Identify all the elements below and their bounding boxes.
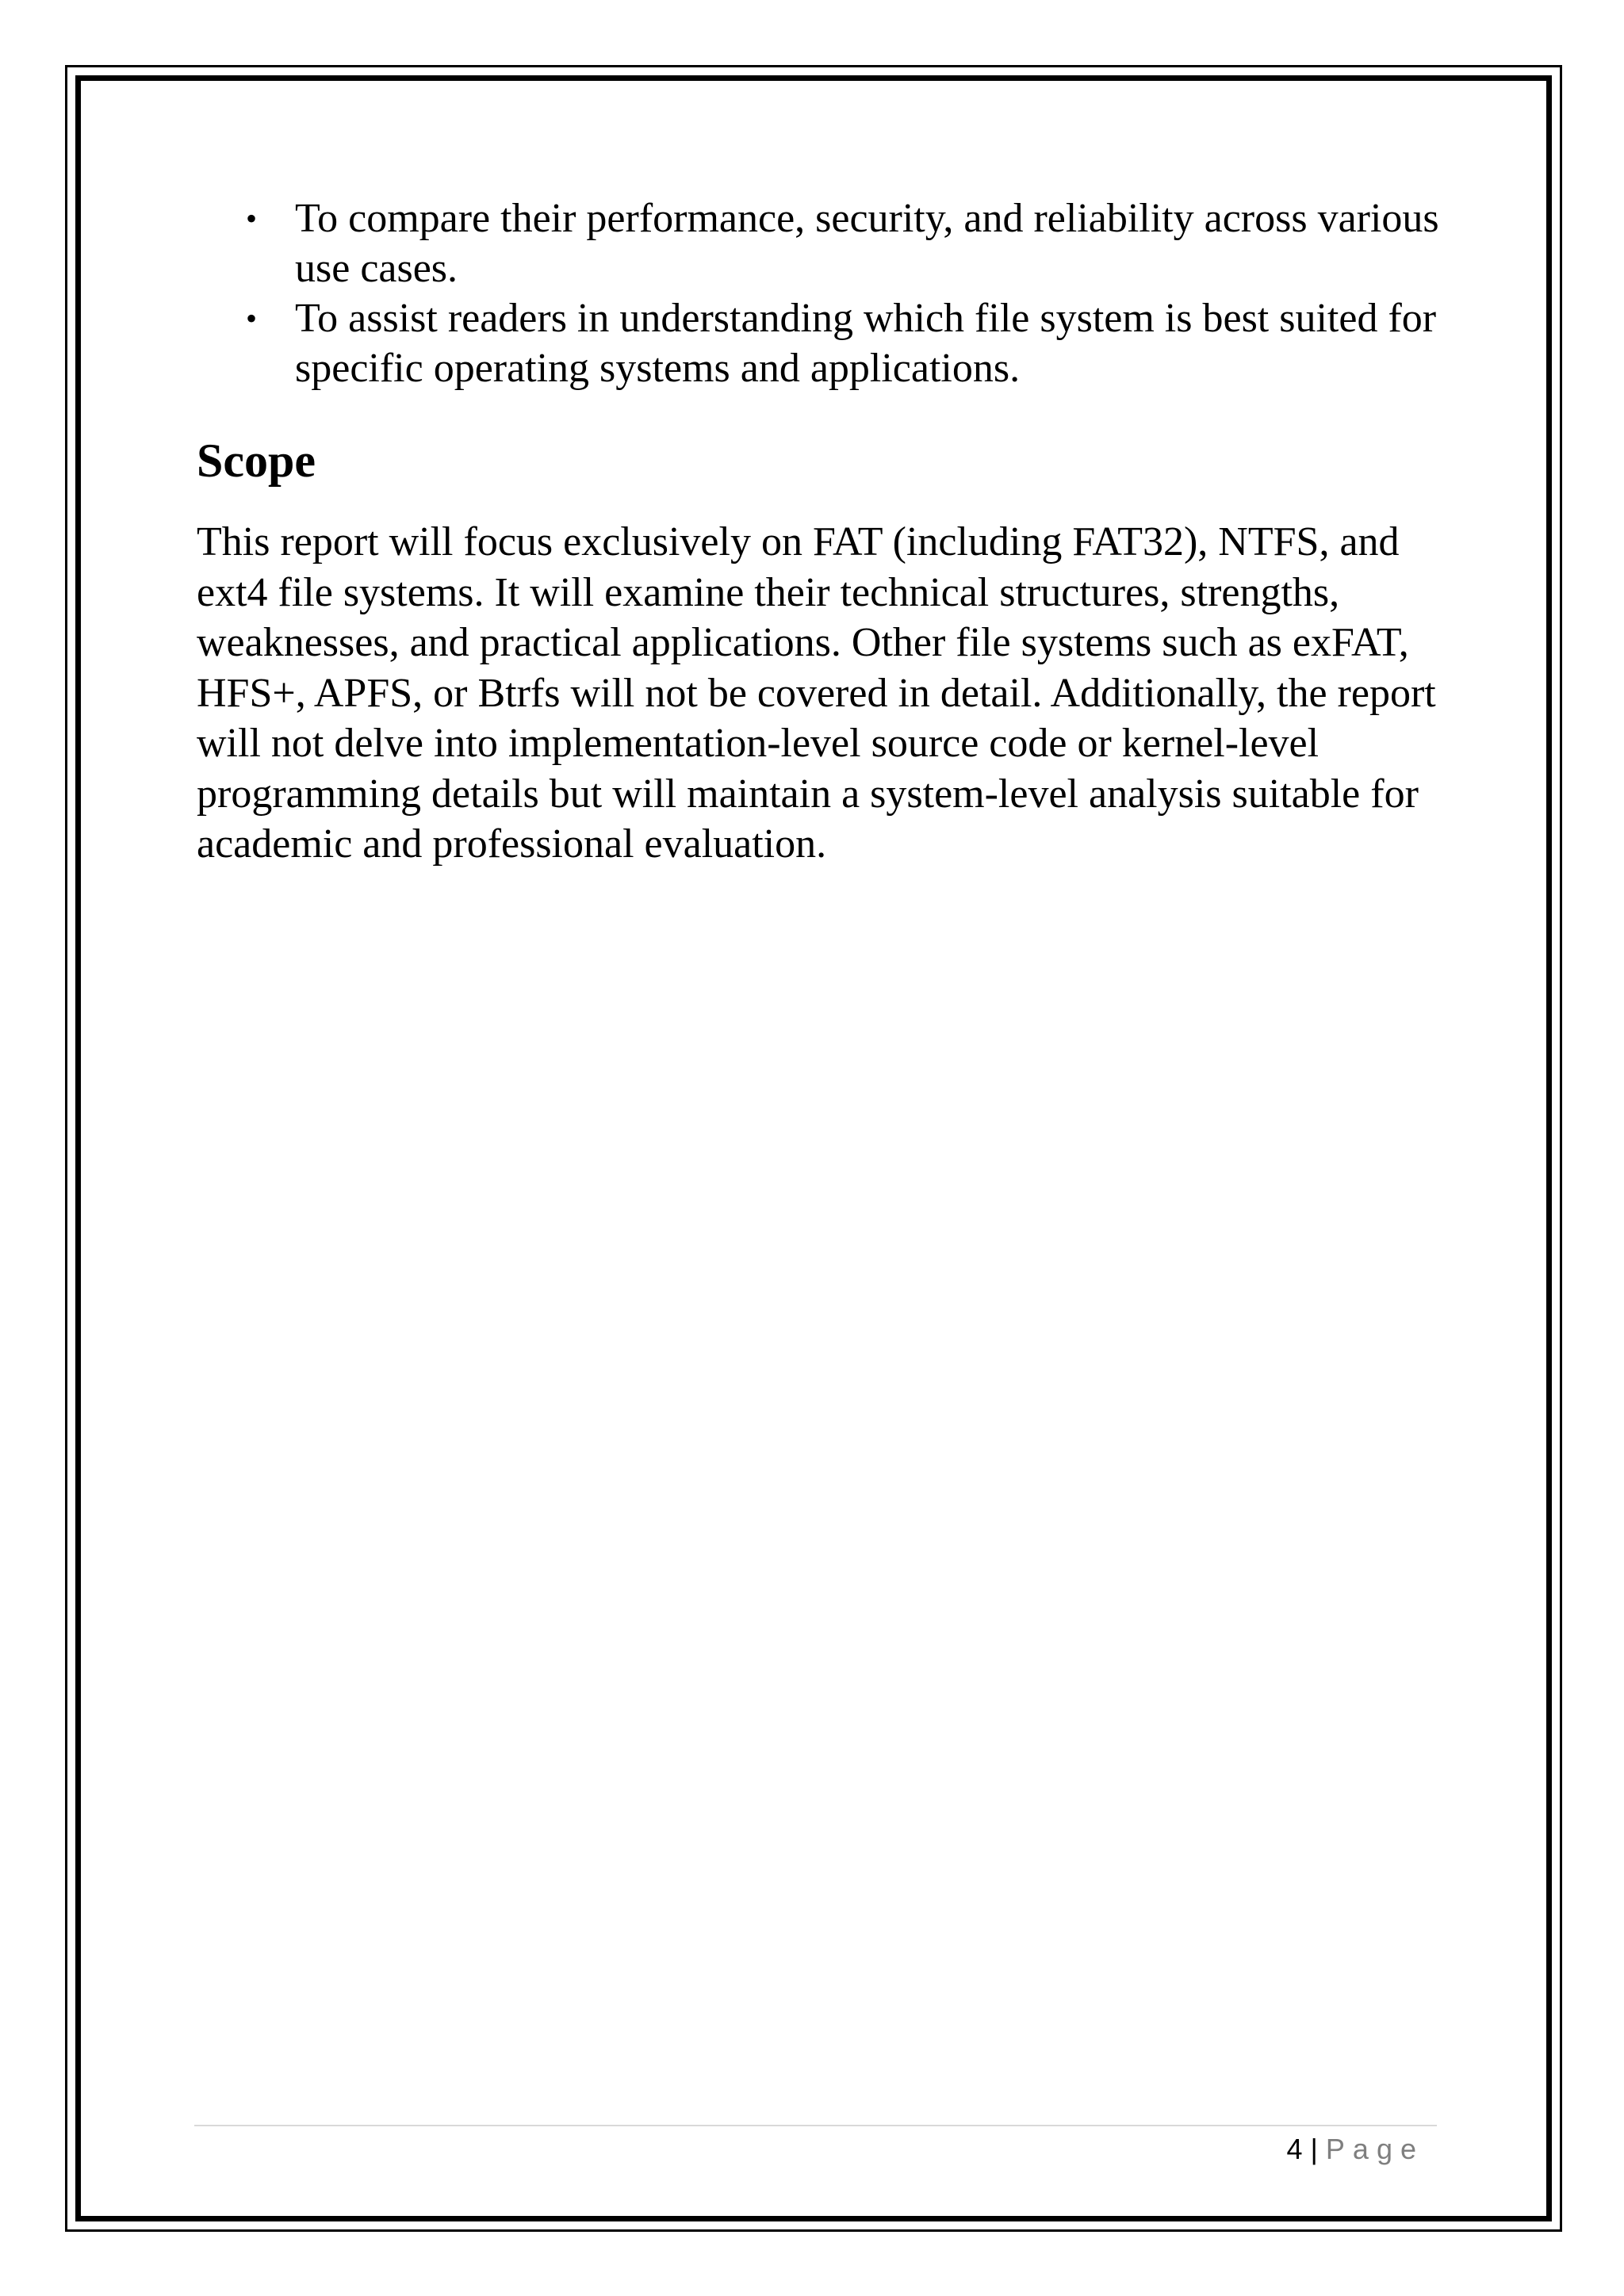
page-footer bbox=[1287, 2130, 1425, 2169]
list-item-text: To compare their performance, security, and reliability across various use cases. bbox=[295, 196, 1439, 291]
scope-paragraph: This report will focus exclusively on FAT (including FAT32), NTFS, and ext4 file systems. It will examine their technical structures, strengths, weaknesses, and practical applications. Other file systems such as exFAT, HFS+, APFS, or Btrfs will not be covered in detail. Additionally, the report will not delve into implementation-level source code or kernel-level programming details but will maintain a system-level analysis suitable for academic and professional evaluation. bbox=[197, 519, 1436, 867]
footer-rule bbox=[194, 2125, 1437, 2126]
page-number: 4 bbox=[1286, 2133, 1303, 2165]
bullet-icon: • bbox=[246, 201, 258, 236]
footer-separator: | bbox=[1310, 2133, 1318, 2165]
list-item bbox=[197, 193, 1450, 293]
bullet-icon: • bbox=[246, 300, 258, 336]
page-label: Page bbox=[1325, 2133, 1424, 2165]
list-item-text: To assist readers in understanding which file system is best suited for specific operating systems and applications. bbox=[295, 296, 1437, 391]
section-heading: Scope bbox=[197, 434, 316, 487]
page-content bbox=[197, 193, 1450, 870]
objectives-list bbox=[197, 193, 1450, 393]
list-item bbox=[197, 293, 1450, 393]
